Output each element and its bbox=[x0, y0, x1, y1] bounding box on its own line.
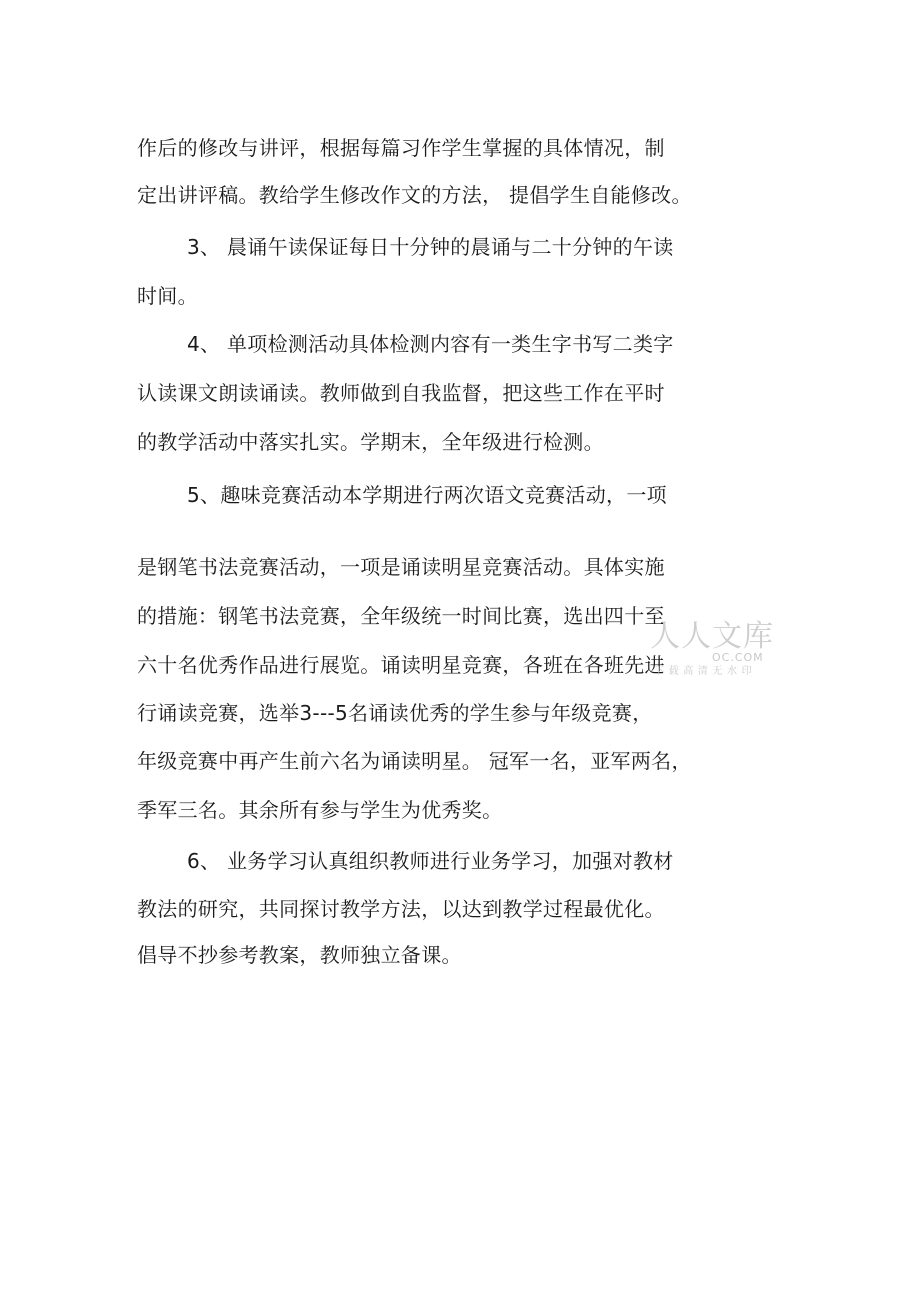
watermark bbox=[646, 620, 776, 684]
text-line: 季军三名。其余所有参与学生为优秀奖。 bbox=[137, 798, 503, 822]
text-line: 六十名优秀作品进行展览。诵读明星竞赛，各班在各班先进 bbox=[137, 653, 665, 677]
list-item-3-line: 3、 晨诵午读保证每日十分钟的晨诵与二十分钟的午读 bbox=[187, 235, 674, 259]
text-line: 的教学活动中落实扎实。学期末，全年级进行检测。 bbox=[137, 430, 604, 454]
list-item-4-line: 4、 单项检测活动具体检测内容有一类生字书写二类字 bbox=[187, 332, 674, 356]
text-line: 的措施：钢笔书法竞赛，全年级统一时间比赛，选出四十至 bbox=[137, 604, 665, 628]
text-line: 教法的研究，共同探讨教学方法，以达到教学过程最优化。 bbox=[137, 897, 665, 921]
watermark-slogan: 下载高清无水印 bbox=[654, 666, 757, 677]
text-line: 认读课文朗读诵读。教师做到自我监督，把这些工作在平时 bbox=[137, 381, 665, 405]
watermark-url: OC.COM bbox=[712, 651, 764, 664]
watermark-brand: 人人文库 bbox=[650, 619, 774, 654]
text-line: 定出讲评稿。教给学生修改作文的方法， 提倡学生自能修改。 bbox=[137, 183, 692, 207]
text-line: 作后的修改与讲评，根据每篇习作学生掌握的具体情况，制 bbox=[137, 136, 665, 160]
text-line: 时间。 bbox=[137, 284, 198, 308]
text-line: 行诵读竞赛，选举3---5名诵读优秀的学生参与年级竞赛， bbox=[137, 701, 653, 725]
text-line: 是钢笔书法竞赛活动，一项是诵读明星竞赛活动。具体实施 bbox=[137, 555, 665, 579]
list-item-6-line: 6、 业务学习认真组织教师进行业务学习，加强对教材 bbox=[187, 849, 674, 873]
text-line: 年级竞赛中再产生前六名为诵读明星。 冠军一名，亚军两名， bbox=[137, 749, 692, 773]
text-line: 倡导不抄参考教案，教师独立备课。 bbox=[137, 943, 462, 967]
list-item-5-line: 5、趣味竞赛活动本学期进行两次语文竞赛活动，一项 bbox=[187, 483, 667, 507]
